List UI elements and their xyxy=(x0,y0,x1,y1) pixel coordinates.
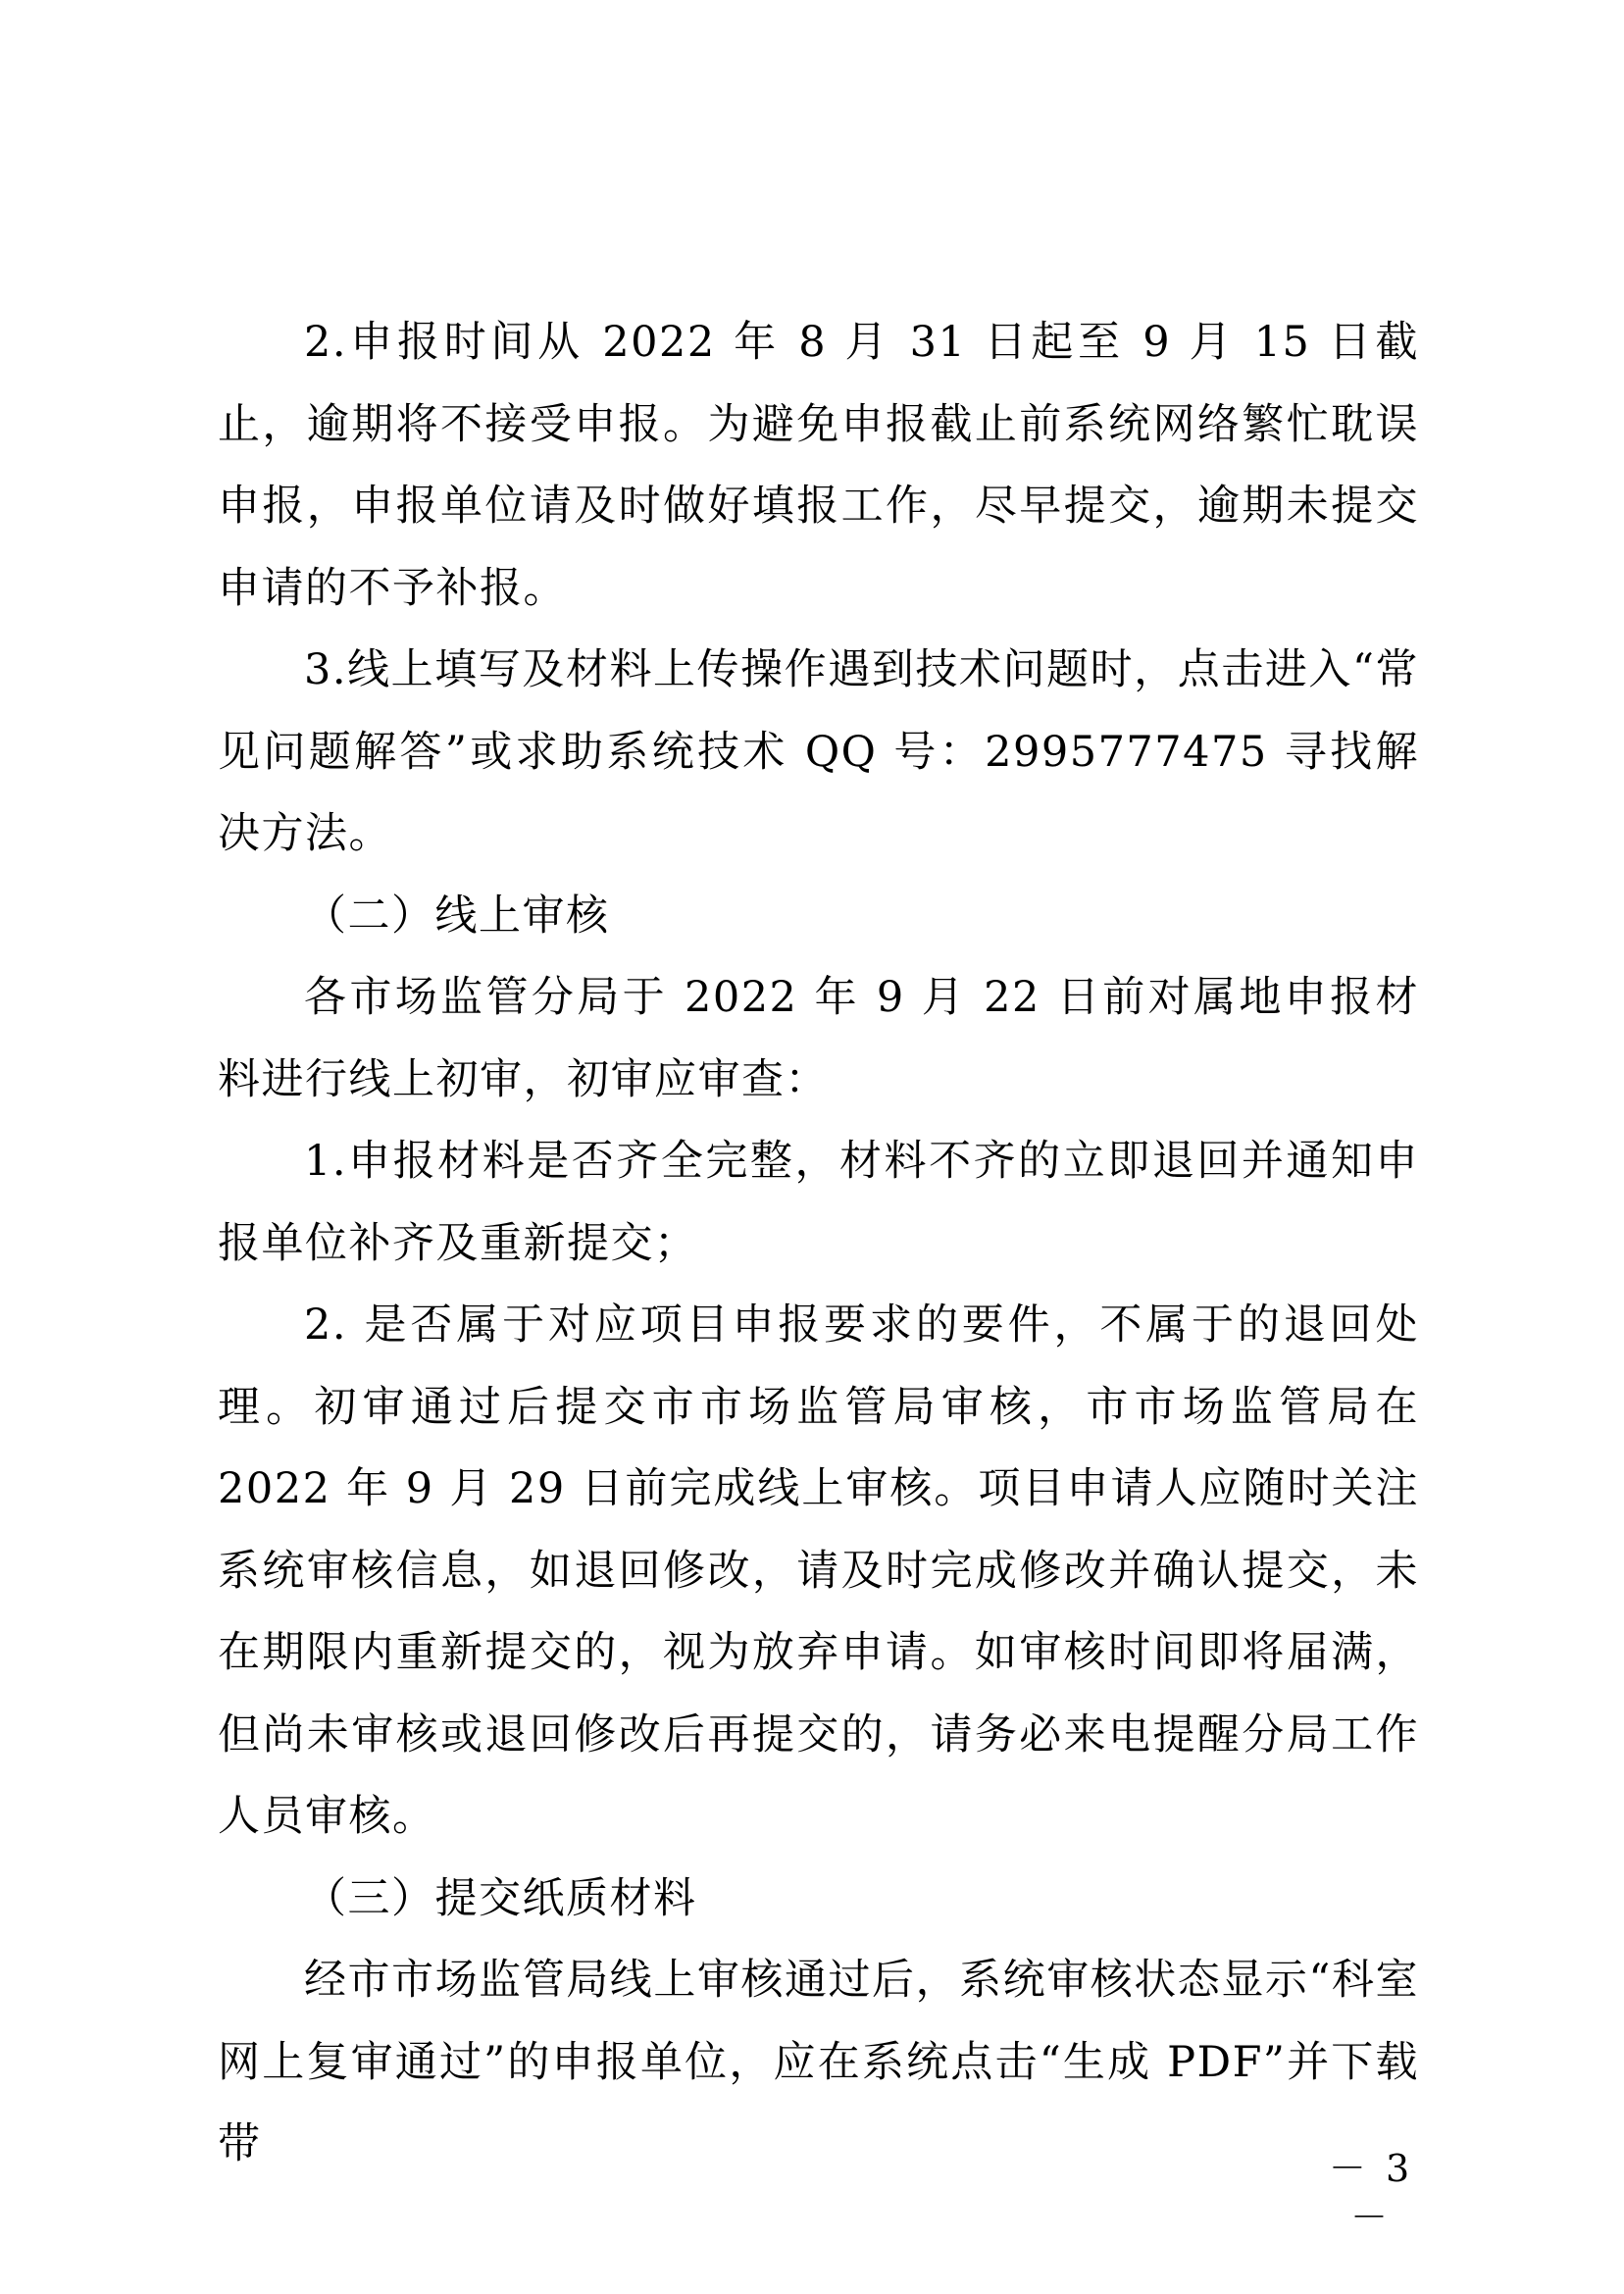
section-heading-paper-materials: （三）提交纸质材料 xyxy=(304,1873,697,1923)
paragraph-tech-support: 3.线上填写及材料上传操作遇到技术问题时，点击进入“常见问题解答”或求助系统技术 QQ 号：2995777475 寻找解决方法。 xyxy=(218,645,1419,858)
document-body xyxy=(218,302,1419,2186)
paragraph-requirements-check: 2. 是否属于对应项目申报要求的要件，不属于的退回处理。初审通过后提交市市场监管局审核，市市场监管局在 2022 年 9 月 29 日前完成线上审核。项目申请人应随时关注系统审核信息，如退回修改，请及时完成修改并确认提交，未在期限内重新提交的，视为放弃申请。如审核时间即将届满，但尚未审核或退回修改后再提交的，请务必来电提醒分局工作人员审核。 xyxy=(218,1300,1419,1841)
section-heading-online-review: （二）线上审核 xyxy=(304,891,610,941)
paragraph-initial-review: 各市场监管分局于 2022 年 9 月 22 日前对属地申报材料进行线上初审，初审应审查： xyxy=(218,973,1419,1104)
paragraph-completeness-check: 1.申报材料是否齐全完整，材料不齐的立即退回并通知申报单位补齐及重新提交； xyxy=(218,1137,1419,1268)
paragraph-deadline: 2.申报时间从 2022 年 8 月 31 日起至 9 月 15 日截止，逾期将不接受申报。为避免申报截止前系统网络繁忙耽误申报，申报单位请及时做好填报工作，尽早提交，逾期未提交申请的不予补报。 xyxy=(218,318,1419,613)
page-number: － 3 － xyxy=(1328,2147,1414,2239)
paragraph-paper-submission: 经市市场监管局线上审核通过后，系统审核状态显示“科室网上复审通过”的申报单位，应在系统点击“生成 PDF”并下载带 xyxy=(218,1956,1419,2168)
